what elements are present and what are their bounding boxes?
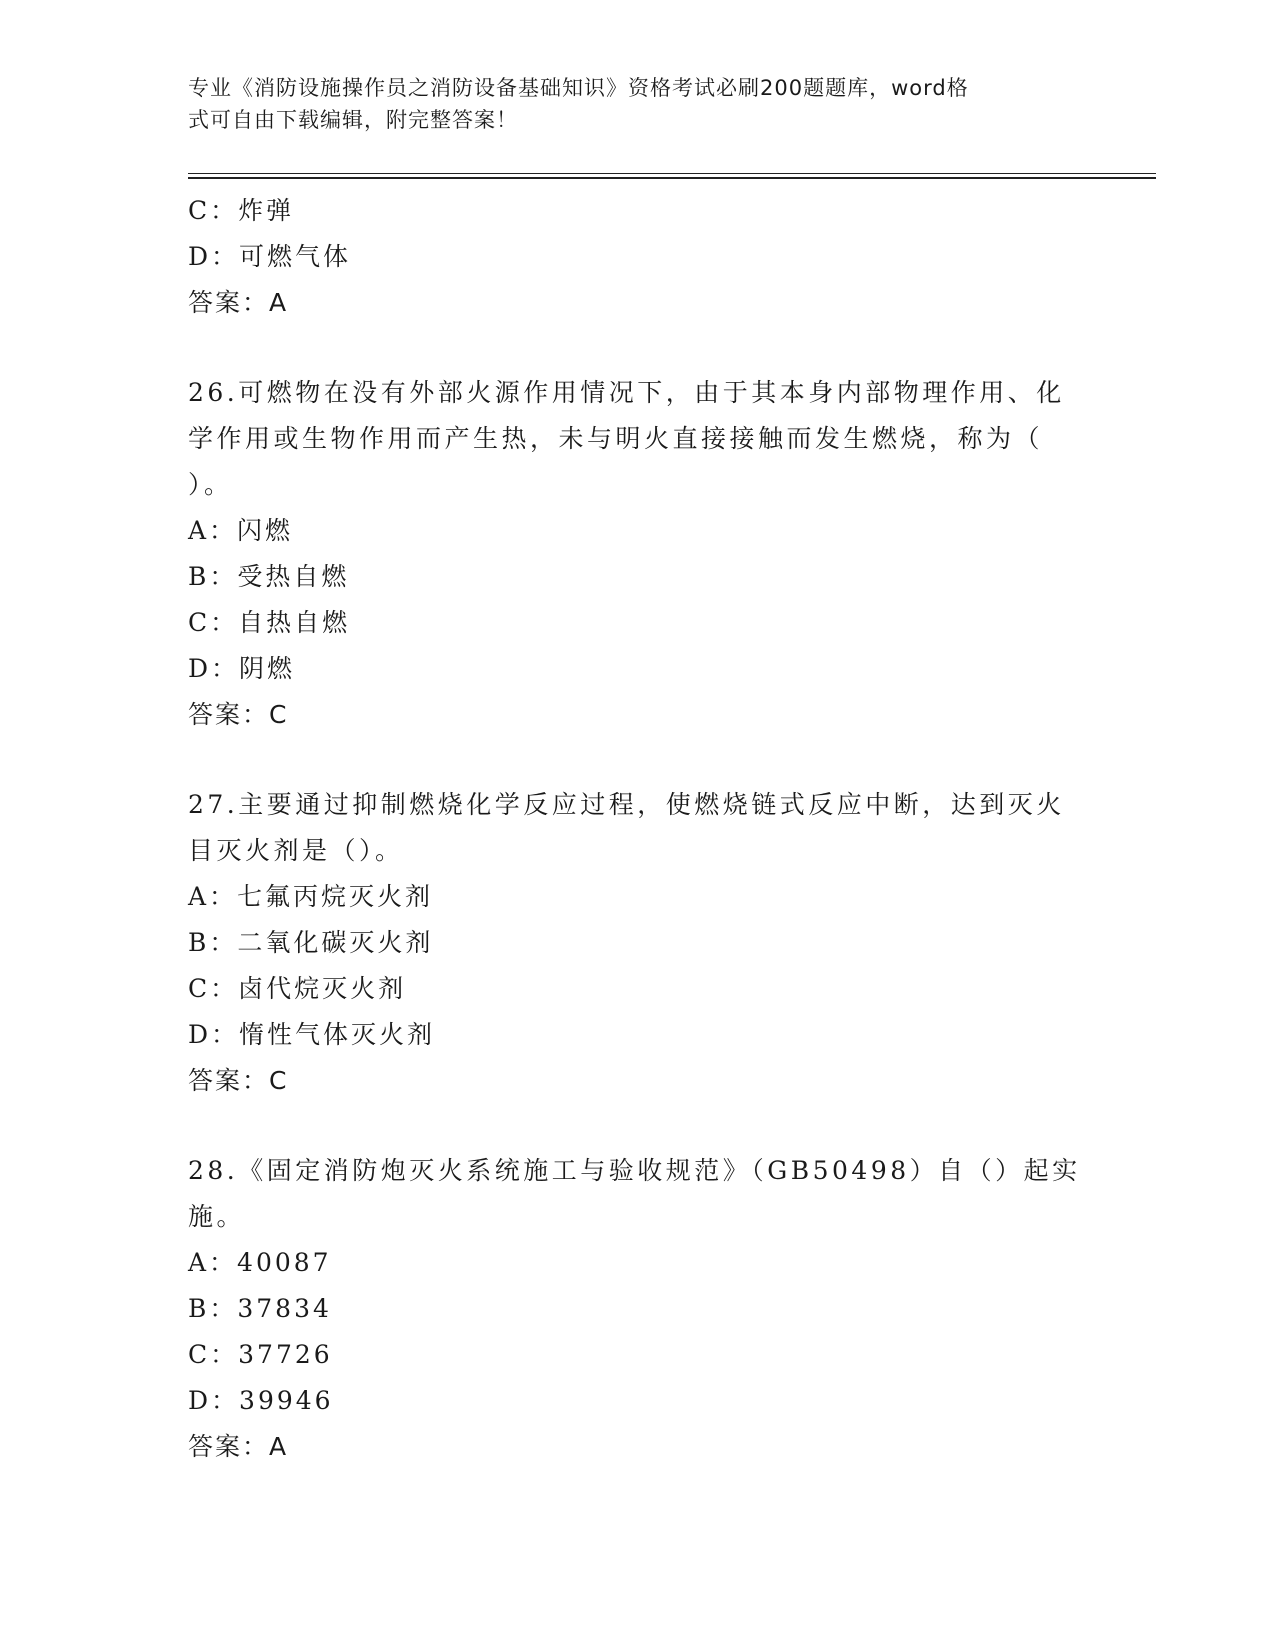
option-b: B：37834 [188,1294,332,1323]
question-list [188,188,1088,1470]
stem-line: 28.《固定消防炮灭火系统施工与验收规范》（GB50498）自（）起实 [188,1156,1081,1185]
stem-line: 27.主要通过抑制燃烧化学反应过程，使燃烧链式反应中断，达到灭火 [188,790,1065,819]
option-d: D：阴燃 [188,654,296,683]
document-header [188,72,1068,136]
answer-label: 答案：C [188,700,289,729]
stem-line: ）。 [188,470,233,499]
option-b: B：受热自燃 [188,562,350,591]
stem-line: 施。 [188,1202,246,1231]
answer-label: 答案：A [188,1432,289,1461]
option-a: A：闪燃 [188,516,294,545]
option-c: C：炸弹 [188,196,295,225]
question-26 [188,370,1088,738]
stem-line: 26.可燃物在没有外部火源作用情况下，由于其本身内部物理作用、化 [188,378,1065,407]
option-b: B：二氧化碳灭火剂 [188,928,434,957]
question-28 [188,1148,1088,1470]
answer-label: 答案：C [188,1066,289,1095]
option-c: C：卤代烷灭火剂 [188,974,407,1003]
answer-label: 答案：A [188,288,289,317]
option-c: C：自热自燃 [188,608,351,637]
header-line-1: 专业《消防设施操作员之消防设备基础知识》资格考试必刷200题题库，word格 [188,76,969,100]
option-d: D：可燃气体 [188,242,352,271]
header-divider-thick [188,177,1156,179]
option-a: A：40087 [188,1248,332,1277]
question-stem [188,1148,1088,1240]
option-d: D：惰性气体灭火剂 [188,1020,436,1049]
option-c: C：37726 [188,1340,333,1369]
question-27 [188,782,1088,1104]
header-line-2: 式可自由下载编辑，附完整答案！ [188,108,518,132]
question-stem [188,370,1088,508]
question-25-partial [188,188,1088,326]
stem-line: 目灭火剂是（）。 [188,836,404,865]
stem-line: 学作用或生物作用而产生热，未与明火直接接触而发生燃烧，称为（ [188,424,1044,453]
option-d: D：39946 [188,1386,334,1415]
question-stem [188,782,1088,874]
header-divider-thin [188,173,1156,174]
option-a: A：七氟丙烷灭火剂 [188,882,434,911]
